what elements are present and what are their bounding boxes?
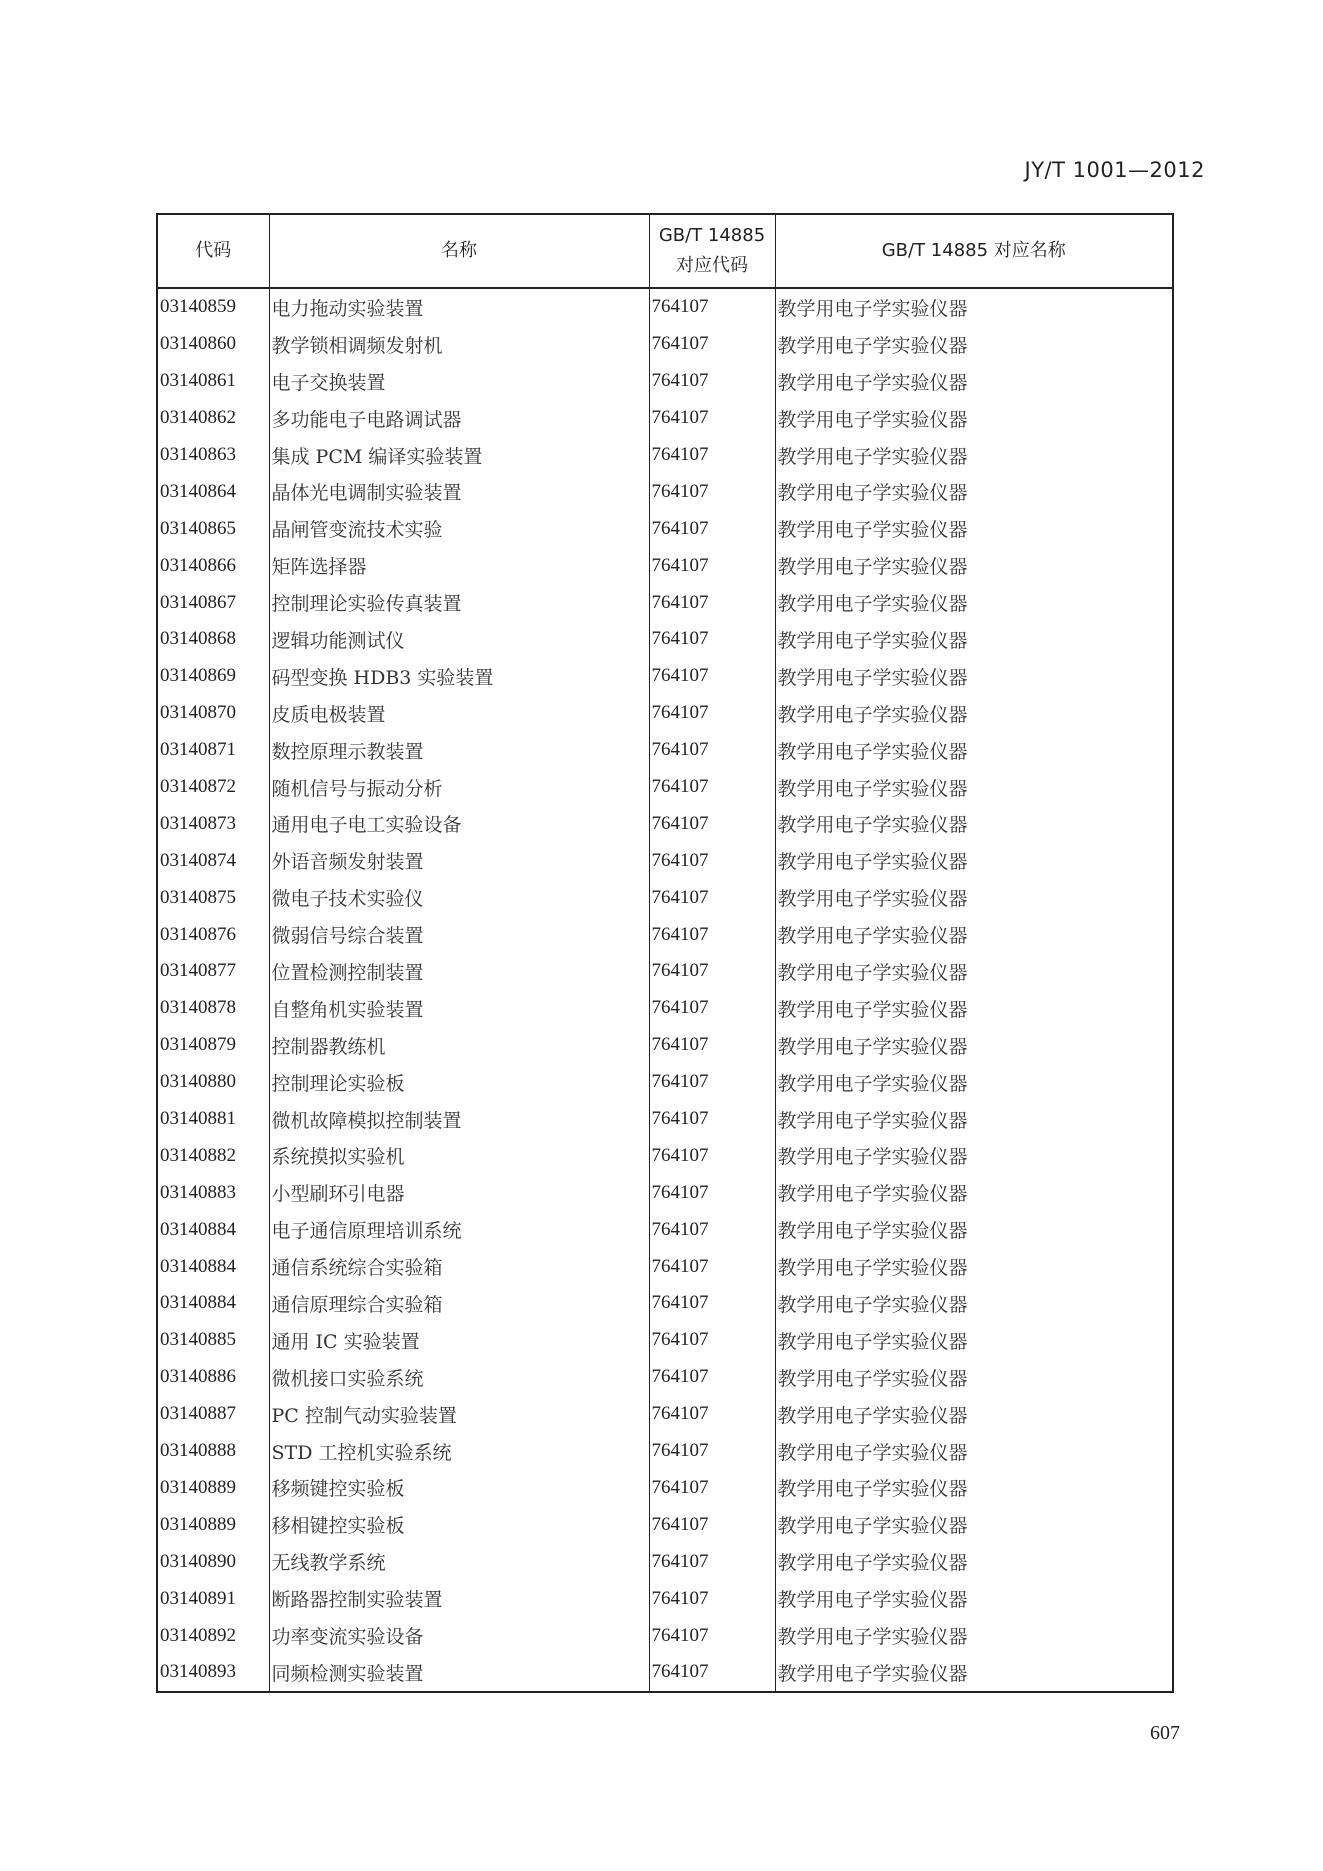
table-row (157, 363, 1173, 400)
cell-gb-name: 教学用电子学实验仪器 (775, 1359, 1173, 1396)
cell-gb-code: 764107 (649, 1433, 775, 1470)
cell-gb-code: 764107 (649, 510, 775, 547)
cell-name: 通信原理综合实验箱 (269, 1285, 649, 1322)
cell-gb-code: 764107 (649, 473, 775, 510)
cell-gb-name: 教学用电子学实验仪器 (775, 1322, 1173, 1359)
cell-name: 控制理论实验板 (269, 1064, 649, 1101)
cell-name: 矩阵选择器 (269, 547, 649, 584)
cell-name: 微机故障模拟控制装置 (269, 1101, 649, 1138)
table-row (157, 437, 1173, 474)
cell-name: 断路器控制实验装置 (269, 1580, 649, 1617)
table-row (157, 842, 1173, 879)
cell-gb-code: 764107 (649, 1506, 775, 1543)
cell-gb-name: 教学用电子学实验仪器 (775, 1248, 1173, 1285)
cell-gb-code: 764107 (649, 288, 775, 326)
cell-name: 电子交换装置 (269, 363, 649, 400)
cell-code: 03140893 (157, 1654, 269, 1692)
cell-gb-code: 764107 (649, 621, 775, 658)
table-row (157, 473, 1173, 510)
cell-name: 晶闸管变流技术实验 (269, 510, 649, 547)
cell-gb-name: 教学用电子学实验仪器 (775, 805, 1173, 842)
table-row (157, 953, 1173, 990)
cell-code: 03140888 (157, 1433, 269, 1470)
table-row (157, 732, 1173, 769)
cell-gb-name: 教学用电子学实验仪器 (775, 584, 1173, 621)
cell-name: STD 工控机实验系统 (269, 1433, 649, 1470)
table-row (157, 1064, 1173, 1101)
cell-gb-name: 教学用电子学实验仪器 (775, 1470, 1173, 1507)
cell-code: 03140871 (157, 732, 269, 769)
cell-gb-name: 教学用电子学实验仪器 (775, 621, 1173, 658)
cell-gb-name: 教学用电子学实验仪器 (775, 990, 1173, 1027)
table-row (157, 1211, 1173, 1248)
header-gb-name: GB/T 14885 对应名称 (775, 214, 1173, 288)
table-row (157, 1248, 1173, 1285)
cell-name: 逻辑功能测试仪 (269, 621, 649, 658)
cell-code: 03140891 (157, 1580, 269, 1617)
cell-code: 03140866 (157, 547, 269, 584)
cell-gb-name: 教学用电子学实验仪器 (775, 1211, 1173, 1248)
cell-name: 微机接口实验系统 (269, 1359, 649, 1396)
header-code: 代码 (157, 214, 269, 288)
header-gb-code-line1: GB/T 14885 (658, 225, 766, 246)
cell-gb-code: 764107 (649, 400, 775, 437)
table-row (157, 547, 1173, 584)
cell-gb-code: 764107 (649, 326, 775, 363)
cell-gb-name: 教学用电子学实验仪器 (775, 437, 1173, 474)
cell-code: 03140863 (157, 437, 269, 474)
cell-code: 03140885 (157, 1322, 269, 1359)
table-row (157, 1506, 1173, 1543)
cell-gb-name: 教学用电子学实验仪器 (775, 547, 1173, 584)
table-row (157, 1027, 1173, 1064)
cell-gb-code: 764107 (649, 1285, 775, 1322)
table-row (157, 400, 1173, 437)
table-row (157, 1580, 1173, 1617)
cell-name: 电力拖动实验装置 (269, 288, 649, 326)
cell-name: 微电子技术实验仪 (269, 879, 649, 916)
cell-gb-code: 764107 (649, 1174, 775, 1211)
header-gb-code-line2: 对应代码 (676, 255, 748, 276)
cell-name: 教学锁相调频发射机 (269, 326, 649, 363)
table-body (157, 288, 1173, 1692)
cell-name: 小型刷环引电器 (269, 1174, 649, 1211)
cell-gb-code: 764107 (649, 1359, 775, 1396)
cell-code: 03140862 (157, 400, 269, 437)
cell-code: 03140892 (157, 1617, 269, 1654)
cell-gb-code: 764107 (649, 1211, 775, 1248)
cell-code: 03140884 (157, 1211, 269, 1248)
cell-code: 03140867 (157, 584, 269, 621)
cell-name: 自整角机实验装置 (269, 990, 649, 1027)
table-row (157, 1359, 1173, 1396)
cell-gb-name: 教学用电子学实验仪器 (775, 363, 1173, 400)
cell-gb-name: 教学用电子学实验仪器 (775, 1174, 1173, 1211)
cell-name: 码型变换 HDB3 实验装置 (269, 658, 649, 695)
cell-code: 03140879 (157, 1027, 269, 1064)
table-row (157, 805, 1173, 842)
cell-gb-code: 764107 (649, 953, 775, 990)
cell-code: 03140876 (157, 916, 269, 953)
cell-gb-name: 教学用电子学实验仪器 (775, 842, 1173, 879)
cell-gb-code: 764107 (649, 990, 775, 1027)
cell-name: 移频键控实验板 (269, 1470, 649, 1507)
cell-code: 03140878 (157, 990, 269, 1027)
cell-name: 控制理论实验传真装置 (269, 584, 649, 621)
cell-code: 03140890 (157, 1543, 269, 1580)
cell-name: PC 控制气动实验装置 (269, 1396, 649, 1433)
cell-gb-code: 764107 (649, 805, 775, 842)
table-row (157, 916, 1173, 953)
cell-code: 03140869 (157, 658, 269, 695)
cell-name: 通用 IC 实验装置 (269, 1322, 649, 1359)
cell-name: 电子通信原理培训系统 (269, 1211, 649, 1248)
cell-code: 03140873 (157, 805, 269, 842)
table-row (157, 879, 1173, 916)
cell-code: 03140874 (157, 842, 269, 879)
cell-name: 控制器教练机 (269, 1027, 649, 1064)
cell-gb-name: 教学用电子学实验仪器 (775, 916, 1173, 953)
cell-gb-code: 764107 (649, 584, 775, 621)
cell-gb-name: 教学用电子学实验仪器 (775, 1027, 1173, 1064)
cell-gb-name: 教学用电子学实验仪器 (775, 879, 1173, 916)
cell-gb-code: 764107 (649, 695, 775, 732)
cell-gb-name: 教学用电子学实验仪器 (775, 953, 1173, 990)
table-row (157, 288, 1173, 326)
cell-gb-code: 764107 (649, 1617, 775, 1654)
standard-code: JY/T 1001—2012 (1024, 158, 1205, 182)
cell-gb-name: 教学用电子学实验仪器 (775, 769, 1173, 806)
table-row (157, 1137, 1173, 1174)
cell-gb-name: 教学用电子学实验仪器 (775, 1101, 1173, 1138)
cell-gb-name: 教学用电子学实验仪器 (775, 473, 1173, 510)
cell-gb-code: 764107 (649, 916, 775, 953)
cell-name: 皮质电极装置 (269, 695, 649, 732)
cell-code: 03140865 (157, 510, 269, 547)
code-table (156, 213, 1174, 1693)
cell-gb-code: 764107 (649, 1543, 775, 1580)
cell-gb-name: 教学用电子学实验仪器 (775, 1064, 1173, 1101)
cell-gb-name: 教学用电子学实验仪器 (775, 1580, 1173, 1617)
table-row (157, 326, 1173, 363)
cell-name: 移相键控实验板 (269, 1506, 649, 1543)
cell-gb-name: 教学用电子学实验仪器 (775, 1543, 1173, 1580)
cell-gb-name: 教学用电子学实验仪器 (775, 1654, 1173, 1692)
cell-gb-name: 教学用电子学实验仪器 (775, 400, 1173, 437)
table-row (157, 1396, 1173, 1433)
cell-gb-code: 764107 (649, 437, 775, 474)
cell-code: 03140872 (157, 769, 269, 806)
table-header-row (157, 214, 1173, 288)
table-row (157, 1174, 1173, 1211)
cell-code: 03140860 (157, 326, 269, 363)
cell-name: 同频检测实验装置 (269, 1654, 649, 1692)
cell-name: 功率变流实验设备 (269, 1617, 649, 1654)
cell-name: 位置检测控制装置 (269, 953, 649, 990)
cell-name: 外语音频发射装置 (269, 842, 649, 879)
cell-code: 03140887 (157, 1396, 269, 1433)
cell-gb-name: 教学用电子学实验仪器 (775, 288, 1173, 326)
cell-gb-code: 764107 (649, 842, 775, 879)
cell-gb-name: 教学用电子学实验仪器 (775, 1137, 1173, 1174)
cell-gb-code: 764107 (649, 1101, 775, 1138)
cell-code: 03140886 (157, 1359, 269, 1396)
table-row (157, 1285, 1173, 1322)
cell-gb-code: 764107 (649, 1137, 775, 1174)
table-row (157, 769, 1173, 806)
cell-gb-code: 764107 (649, 1248, 775, 1285)
header-gb-code (649, 214, 775, 288)
cell-gb-code: 764107 (649, 1470, 775, 1507)
table-row (157, 990, 1173, 1027)
table-row (157, 510, 1173, 547)
table-row (157, 1543, 1173, 1580)
cell-name: 通用电子电工实验设备 (269, 805, 649, 842)
cell-code: 03140889 (157, 1506, 269, 1543)
cell-gb-name: 教学用电子学实验仪器 (775, 732, 1173, 769)
cell-code: 03140881 (157, 1101, 269, 1138)
header-name: 名称 (269, 214, 649, 288)
table-row (157, 695, 1173, 732)
table-row (157, 658, 1173, 695)
cell-name: 集成 PCM 编译实验装置 (269, 437, 649, 474)
table-row (157, 584, 1173, 621)
cell-name: 晶体光电调制实验装置 (269, 473, 649, 510)
cell-gb-code: 764107 (649, 732, 775, 769)
table-row (157, 621, 1173, 658)
cell-gb-name: 教学用电子学实验仪器 (775, 1506, 1173, 1543)
cell-gb-code: 764107 (649, 1322, 775, 1359)
cell-gb-code: 764107 (649, 1654, 775, 1692)
cell-gb-name: 教学用电子学实验仪器 (775, 1433, 1173, 1470)
cell-code: 03140868 (157, 621, 269, 658)
cell-gb-code: 764107 (649, 1396, 775, 1433)
cell-gb-name: 教学用电子学实验仪器 (775, 695, 1173, 732)
cell-code: 03140880 (157, 1064, 269, 1101)
cell-gb-name: 教学用电子学实验仪器 (775, 1285, 1173, 1322)
cell-code: 03140877 (157, 953, 269, 990)
cell-code: 03140864 (157, 473, 269, 510)
cell-gb-name: 教学用电子学实验仪器 (775, 1617, 1173, 1654)
cell-gb-name: 教学用电子学实验仪器 (775, 658, 1173, 695)
cell-code: 03140861 (157, 363, 269, 400)
cell-name: 随机信号与振动分析 (269, 769, 649, 806)
cell-gb-code: 764107 (649, 547, 775, 584)
table-row (157, 1654, 1173, 1692)
cell-name: 系统摸拟实验机 (269, 1137, 649, 1174)
cell-gb-name: 教学用电子学实验仪器 (775, 326, 1173, 363)
cell-gb-code: 764107 (649, 879, 775, 916)
table-row (157, 1101, 1173, 1138)
cell-code: 03140859 (157, 288, 269, 326)
table-row (157, 1322, 1173, 1359)
cell-name: 微弱信号综合装置 (269, 916, 649, 953)
cell-gb-code: 764107 (649, 658, 775, 695)
cell-code: 03140870 (157, 695, 269, 732)
cell-code: 03140884 (157, 1248, 269, 1285)
cell-name: 无线教学系统 (269, 1543, 649, 1580)
cell-name: 数控原理示教装置 (269, 732, 649, 769)
cell-gb-code: 764107 (649, 1580, 775, 1617)
cell-gb-name: 教学用电子学实验仪器 (775, 510, 1173, 547)
cell-gb-code: 764107 (649, 1027, 775, 1064)
cell-gb-code: 764107 (649, 769, 775, 806)
cell-name: 通信系统综合实验箱 (269, 1248, 649, 1285)
cell-code: 03140875 (157, 879, 269, 916)
cell-gb-code: 764107 (649, 1064, 775, 1101)
cell-code: 03140884 (157, 1285, 269, 1322)
cell-gb-name: 教学用电子学实验仪器 (775, 1396, 1173, 1433)
page-number: 607 (1150, 1722, 1180, 1744)
table-row (157, 1617, 1173, 1654)
cell-gb-code: 764107 (649, 363, 775, 400)
cell-code: 03140882 (157, 1137, 269, 1174)
cell-name: 多功能电子电路调试器 (269, 400, 649, 437)
table-row (157, 1470, 1173, 1507)
cell-code: 03140889 (157, 1470, 269, 1507)
table-row (157, 1433, 1173, 1470)
cell-code: 03140883 (157, 1174, 269, 1211)
